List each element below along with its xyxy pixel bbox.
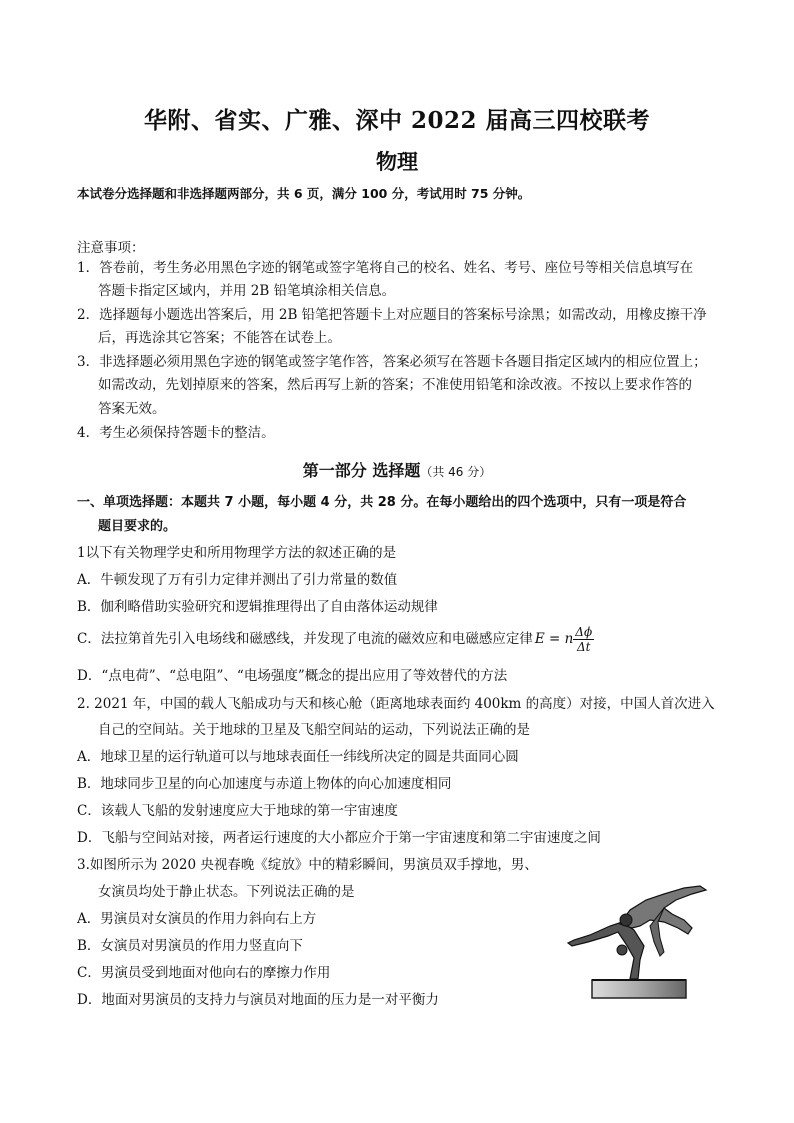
question-3-stem: 3.如图所示为 2020 央视春晚《绽放》中的精彩瞬间，男演员双手撑地，男、 xyxy=(77,857,538,873)
pedestal xyxy=(592,980,686,998)
formula-fraction xyxy=(573,625,594,654)
part-one-heading xyxy=(0,458,794,481)
question-2-option-b: B．地球同步卫星的向心加速度与赤道上物体的向心加速度相同 xyxy=(77,776,452,792)
part-one-score: （共 46 分） xyxy=(420,465,492,479)
notes-heading: 注意事项： xyxy=(77,240,145,256)
note-line: 1．答卷前，考生务必用黑色字迹的钢笔或签字笔将自己的校名、姓名、考号、座位号等相关信息填写在 xyxy=(77,260,694,276)
question-2-option-c: C．该载人飞船的发射速度应大于地球的第一宇宙速度 xyxy=(77,803,398,819)
note-line: 答题卡指定区域内，并用 2B 铅笔填涂相关信息。 xyxy=(98,283,396,299)
question-2-stem: 2. 2021 年，中国的载人飞船成功与天和核心舱（距离地球表面约 400km 的高度）对接，中国人首次进入 xyxy=(77,696,715,712)
note-line: 3．非选择题必须用黑色字迹的钢笔或签字笔作答，答案必须写在答题卡各题目指定区域内的相应位置上； xyxy=(77,354,707,370)
exam-subject: 物理 xyxy=(376,149,418,174)
note-line: 答案无效。 xyxy=(98,401,166,417)
question-2-option-a: A．地球卫星的运行轨道可以与地球表面任一纬线所决定的圆是共面同心圆 xyxy=(77,749,519,765)
formula-numerator: Δϕ xyxy=(575,625,593,639)
formula-denominator: Δt xyxy=(576,640,591,654)
note-line: 如需改动，先划掉原来的答案，然后再写上新的答案；不准使用铅笔和涂改液。不按以上要求作答的 xyxy=(98,377,692,393)
dancer-head xyxy=(617,945,627,955)
part-one-title: 第一部分 选择题 xyxy=(302,461,421,480)
question-3-option-d: D．地面对男演员的支持力与演员对地面的压力是一对平衡力 xyxy=(77,992,439,1008)
question-3-option-a: A．男演员对女演员的作用力斜向右上方 xyxy=(77,911,317,927)
question-1-option-b: B．伽利略借助实验研究和逻辑推理得出了自由落体运动规律 xyxy=(77,599,438,615)
exam-title: 华附、省实、广雅、深中 2022 届高三四校联考 xyxy=(143,107,651,134)
question-1-option-c-text: C．法拉第首先引入电场线和磁感线，并发现了电流的磁效应和电磁感应定律 xyxy=(77,631,533,647)
question-1-option-c xyxy=(77,625,594,654)
faraday-formula xyxy=(535,625,594,654)
question-2-option-d: D．飞船与空间站对接，两者运行速度的大小都应介于第一宇宙速度和第二宇宙速度之间 xyxy=(77,830,601,846)
note-line: 2．选择题每小题选出答案后，用 2B 铅笔把答题卡上对应题目的答案标号涂黑；如需改动，用橡皮擦干净 xyxy=(77,307,707,323)
question-1-option-a: A．牛顿发现了万有引力定律并测出了引力常量的数值 xyxy=(77,572,398,588)
dancers-figure xyxy=(560,880,720,1005)
question-3-option-b: B．女演员对男演员的作用力竖直向下 xyxy=(77,938,303,954)
question-1-stem: 1以下有关物理学史和所用物理学方法的叙述正确的是 xyxy=(77,545,397,561)
question-3-option-c: C．男演员受到地面对他向右的摩擦力作用 xyxy=(77,965,331,981)
exam-intro: 本试卷分选择题和非选择题两部分，共 6 页，满分 100 分，考试用时 75 分钟。 xyxy=(77,186,531,201)
section-instructions-cont: 题目要求的。 xyxy=(98,519,177,534)
note-line: 4．考生必须保持答题卡的整洁。 xyxy=(77,425,275,441)
formula-lhs: E = n xyxy=(534,631,574,647)
section-instructions: 一、单项选择题：本题共 7 小题，每小题 4 分，共 28 分。在每小题给出的四个选项中，只有一项是符合 xyxy=(77,495,687,510)
dancer-head xyxy=(620,914,632,926)
question-1-option-d: D．“点电荷”、“总电阻”、“电场强度”概念的提出应用了等效替代的方法 xyxy=(77,668,508,684)
note-line: 后，再选涂其它答案；不能答在试卷上。 xyxy=(98,330,341,346)
question-3-stem-cont: 女演员均处于静止状态。下列说法正确的是 xyxy=(98,884,355,900)
male-dancer xyxy=(568,922,644,979)
question-2-stem-cont: 自己的空间站。关于地球的卫星及飞船空间站的运动，下列说法正确的是 xyxy=(98,722,530,738)
